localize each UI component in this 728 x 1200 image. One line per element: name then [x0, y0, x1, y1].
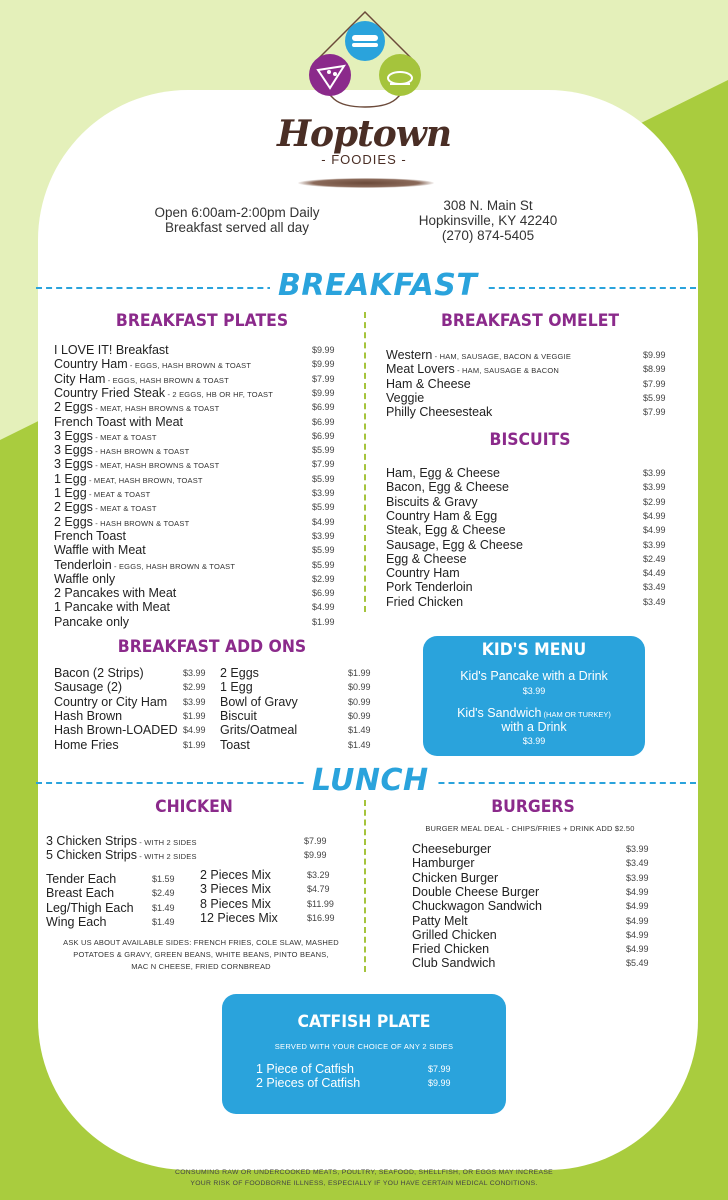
burger-meal-deal: BURGER MEAL DEAL - CHIPS/FRIES + DRINK ADD $2.50 [425, 824, 635, 833]
catfish-item-price: $7.99 [428, 1064, 451, 1074]
menu-item-name: French Toast with Meat [54, 414, 183, 429]
menu-item-price: $16.99 [307, 912, 335, 923]
menu-item-price: $5.99 [312, 445, 335, 456]
menu-item-name: Grits/Oatmeal [220, 723, 298, 738]
menu-item-name: Ham, Egg & Cheese [386, 466, 500, 480]
menu-item-name: Meat Lovers - HAM, SAUSAGE & BACON [386, 362, 559, 377]
category-omelet: BREAKFAST OMELET [440, 311, 620, 331]
menu-item-price: $6.99 [312, 402, 335, 413]
menu-item-price: $1.59 [152, 874, 175, 884]
catfish-item-price: $9.99 [428, 1078, 451, 1088]
menu-item-name: 3 Eggs - HASH BROWN & TOAST [54, 443, 190, 458]
menu-item-name: Waffle only [54, 571, 116, 586]
menu-item-name: Club Sandwich [412, 956, 496, 971]
menu-item-price: $4.99 [626, 886, 649, 897]
menu-item-name: Philly Cheesesteak [386, 405, 493, 420]
menu-item-price: $4.99 [643, 525, 666, 536]
category-chicken: CHICKEN [155, 797, 233, 817]
menu-item-price: $7.99 [312, 459, 335, 470]
menu-item-price: $4.99 [312, 602, 335, 613]
menu-item-price: $4.99 [643, 510, 666, 521]
menu-item-name: City Ham - EGGS, HASH BROWN & TOAST [54, 371, 229, 386]
section-title-lunch: LUNCH [304, 763, 437, 799]
menu-item-price: $9.99 [312, 387, 335, 398]
menu-item-price: $0.99 [348, 710, 371, 721]
menu-item-price: $3.49 [643, 596, 666, 607]
menu-item-name: Country Fried Steak - 2 EGGS, HB OR HF, TOAST [54, 385, 274, 400]
menu-item-name: Waffle with Meat [54, 543, 146, 558]
menu-item-name: 2 Eggs - MEAT & TOAST [54, 500, 157, 515]
menu-item-name: Wing Each [46, 914, 107, 929]
logo-badge [300, 10, 430, 108]
menu-item-name: Tender Each [46, 872, 117, 886]
category-addons: BREAKFAST ADD ONS [117, 637, 307, 657]
menu-item-price: $7.99 [643, 407, 666, 418]
menu-item-price: $4.99 [626, 929, 649, 940]
kids-item-name: Kid's Pancake with a Drink [460, 669, 608, 683]
menu-item-price: $3.99 [626, 872, 649, 883]
menu-item-price: $4.49 [643, 568, 666, 579]
menu-item-name: 3 Chicken Strips - WITH 2 SIDES [46, 834, 197, 848]
menu-item-name: 1 Egg - MEAT, HASH BROWN, TOAST [54, 471, 203, 486]
menu-item-name: Hamburger [412, 856, 475, 871]
menu-item-name: Home Fries [54, 737, 119, 752]
menu-item-price: $3.99 [183, 668, 206, 678]
menu-item-price: $9.99 [312, 359, 335, 370]
category-burgers: BURGERS [491, 797, 575, 817]
menu-item-price: $4.99 [183, 725, 206, 736]
menu-item-name: 1 Egg [220, 680, 253, 695]
menu-item-name: French Toast [54, 528, 127, 543]
category-breakfast-plates: BREAKFAST PLATES [115, 311, 289, 331]
menu-item-name: Steak, Egg & Cheese [386, 523, 506, 538]
menu-item-price: $0.99 [348, 696, 371, 707]
menu-item-name: 3 Eggs - MEAT, HASH BROWNS & TOAST [54, 457, 220, 472]
menu-item-price: $3.99 [312, 530, 335, 541]
menu-item-name: 1 Egg - MEAT & TOAST [54, 486, 151, 500]
menu-item-price: $3.99 [626, 844, 649, 854]
pizza-icon [309, 54, 351, 96]
menu-item-price: $1.99 [183, 710, 206, 721]
menu-item-price: $3.99 [643, 468, 666, 478]
kids-menu-box [423, 636, 645, 756]
menu-item-name: 3 Eggs - MEAT & TOAST [54, 428, 157, 443]
menu-item-price: $5.99 [312, 559, 335, 570]
menu-item-price: $0.99 [348, 682, 371, 693]
menu-item-price: $3.99 [643, 539, 666, 550]
hours-block [130, 205, 344, 235]
menu-item-price: $5.99 [643, 392, 666, 403]
catfish-item-name: 2 Pieces of Catfish [256, 1076, 361, 1090]
menu-item-price: $1.99 [312, 616, 335, 627]
menu-item-name: 2 Eggs [220, 666, 259, 680]
menu-item-name: Country Ham & Egg [386, 508, 498, 523]
menu-item-price: $9.99 [304, 850, 327, 861]
menu-item-price: $7.99 [312, 373, 335, 384]
menu-item-name: Ham & Cheese [386, 376, 471, 391]
menu-item-name: Double Cheese Burger [412, 884, 540, 899]
menu-item-name: Pancake only [54, 614, 130, 629]
menu-item-price: $9.99 [643, 350, 666, 360]
menu-item-name: 2 Eggs - HASH BROWN & TOAST [54, 514, 190, 529]
menu-item-name: 8 Pieces Mix [200, 896, 271, 911]
phone-number: (270) 874-5405 [441, 228, 535, 243]
menu-item-name: 3 Pieces Mix [200, 882, 271, 897]
menu-item-name: 12 Pieces Mix [200, 910, 278, 925]
menu-item-price: $11.99 [307, 898, 334, 909]
menu-item-name: 5 Chicken Strips - WITH 2 SIDES [46, 848, 197, 863]
menu-item-name: Breast Each [46, 886, 115, 901]
menu-item-price: $2.99 [183, 682, 206, 693]
menu-item-name: Veggie [386, 390, 425, 405]
menu-item-name: Country Ham [386, 566, 460, 581]
category-biscuits: BISCUITS [489, 430, 571, 450]
menu-item-price: $3.99 [312, 488, 335, 498]
menu-item-name: Egg & Cheese [386, 551, 467, 566]
kids-item-price: $3.99 [522, 686, 546, 696]
hours-line: Breakfast served all day [164, 220, 310, 235]
sides-note: ASK US ABOUT AVAILABLE SIDES: FRENCH FRIES, COLE SLAW, MASHED POTATOES & GRAVY, GREEN BEANS, WHITE BEANS, PINTO BEANS, MAC N CHEESE, FRIED CORNBREAD [63, 938, 339, 971]
menu-item-price: $2.49 [643, 553, 666, 564]
menu-item-price: $6.99 [312, 416, 335, 427]
kids-menu-title: KID'S MENU [481, 640, 587, 660]
menu-item-price: $1.49 [152, 902, 175, 913]
disclaimer: CONSUMING RAW OR UNDERCOOKED MEATS, POULTRY, SEAFOOD, SHELLFISH, OR EGGS MAY INCREASE YOUR RISK OF FOODBORNE ILLNESS, ESPECIALLY IF YOU HAVE CERTAIN MEDICAL CONDITIONS. [175, 1169, 553, 1187]
address-line: 308 N. Main St [443, 198, 533, 213]
menu-item-price: $5.99 [312, 473, 335, 484]
menu-item-price: $4.99 [626, 944, 649, 955]
menu-item-name: Biscuit [220, 708, 257, 723]
menu-item-name: Pork Tenderloin [386, 580, 473, 595]
menu-item-name: Hash Brown-LOADED [54, 723, 178, 738]
menu-item-name: Hash Brown [54, 708, 123, 723]
menu-item-name: 2 Pieces Mix [200, 868, 271, 882]
menu-item-name: Country or City Ham [54, 694, 168, 709]
menu-item-price: $4.99 [626, 901, 649, 912]
menu-item-price: $7.99 [643, 378, 666, 389]
menu-item-price: $3.99 [183, 696, 206, 707]
menu-item-price: $3.29 [307, 870, 330, 880]
menu-item-name: Fried Chicken [412, 942, 490, 957]
menu-item-name: Western - HAM, SAUSAGE, BACON & VEGGIE [386, 348, 572, 362]
menu-item-name: Country Ham - EGGS, HASH BROWN & TOAST [54, 357, 252, 372]
column-divider [364, 312, 366, 612]
menu-item-name: I LOVE IT! Breakfast [54, 343, 169, 357]
menu-item-price: $1.99 [183, 739, 206, 750]
menu-item-price: $7.99 [304, 836, 327, 846]
catfish-box [222, 994, 506, 1114]
menu-item-name: Tenderloin - EGGS, HASH BROWN & TOAST [54, 557, 236, 572]
menu-item-price: $5.99 [312, 545, 335, 556]
catfish-title: CATFISH PLATE [297, 1012, 431, 1032]
menu-item-price: $2.99 [643, 496, 666, 507]
menu-item-price: $3.99 [643, 482, 666, 493]
brand-sub: - FOODIES - [321, 152, 407, 167]
menu-item-name: Chicken Burger [412, 870, 499, 885]
menu-item-name: 2 Eggs - MEAT, HASH BROWNS & TOAST [54, 400, 220, 415]
menu-item-name: Cheeseburger [412, 842, 492, 856]
menu-item-price: $2.49 [152, 888, 175, 899]
menu-item-name: Biscuits & Gravy [386, 494, 478, 509]
menu-item-price: $5.49 [626, 958, 649, 969]
menu-item-price: $4.99 [312, 516, 335, 527]
menu-item-price: $4.79 [307, 884, 330, 895]
menu-item-name: Sausage, Egg & Cheese [386, 537, 523, 552]
brand-name: Hoptown [276, 113, 451, 155]
logo-shadow [298, 178, 434, 188]
menu-item-name: 1 Pancake with Meat [54, 600, 171, 615]
menu-item-name: Bowl of Gravy [220, 694, 298, 709]
menu-item-price: $1.49 [152, 916, 175, 927]
catfish-subtitle: SERVED WITH YOUR CHOICE OF ANY 2 SIDES [274, 1042, 454, 1051]
menu-item-name: Grilled Chicken [412, 927, 497, 942]
kids-item-name: Kid's Sandwich (HAM OR TURKEY) [457, 706, 611, 720]
kids-item-price: $3.99 [522, 736, 546, 746]
menu-item-price: $3.49 [626, 858, 649, 869]
address-line: Hopkinsville, KY 42240 [418, 213, 558, 228]
menu-item-name: 2 Pancakes with Meat [54, 586, 177, 601]
menu-item-price: $4.99 [626, 915, 649, 926]
menu-item-price: $3.49 [643, 582, 666, 593]
menu-item-price: $5.99 [312, 502, 335, 513]
menu-item-price: $9.99 [312, 345, 335, 355]
menu-item-name: Leg/Thigh Each [46, 900, 134, 915]
hours-line: Open 6:00am-2:00pm Daily [154, 205, 320, 220]
section-title-breakfast: BREAKFAST [270, 268, 485, 304]
menu-item-price: $8.99 [643, 364, 666, 375]
catfish-item-name: 1 Piece of Catfish [256, 1062, 354, 1076]
menu-item-name: Sausage (2) [54, 680, 123, 695]
address-block [395, 198, 581, 243]
menu-item-name: Toast [220, 737, 250, 752]
menu-item-price: $1.49 [348, 725, 371, 736]
column-divider [364, 800, 366, 972]
menu-item-price: $1.99 [348, 668, 371, 678]
menu-item-name: Fried Chicken [386, 594, 464, 609]
menu-item-price: $6.99 [312, 430, 335, 441]
menu-item-price: $2.99 [312, 573, 335, 584]
menu-item-name: Chuckwagon Sandwich [412, 899, 542, 914]
sandwich-icon [345, 21, 385, 61]
menu-item-price: $6.99 [312, 588, 335, 599]
menu-item-name: Patty Melt [412, 913, 468, 928]
menu-item-price: $1.49 [348, 739, 371, 750]
kids-item-name-line2: with a Drink [501, 720, 567, 734]
menu-item-name: Bacon (2 Strips) [54, 666, 144, 680]
menu-item-name: Bacon, Egg & Cheese [386, 480, 509, 495]
turkey-icon [379, 54, 421, 96]
